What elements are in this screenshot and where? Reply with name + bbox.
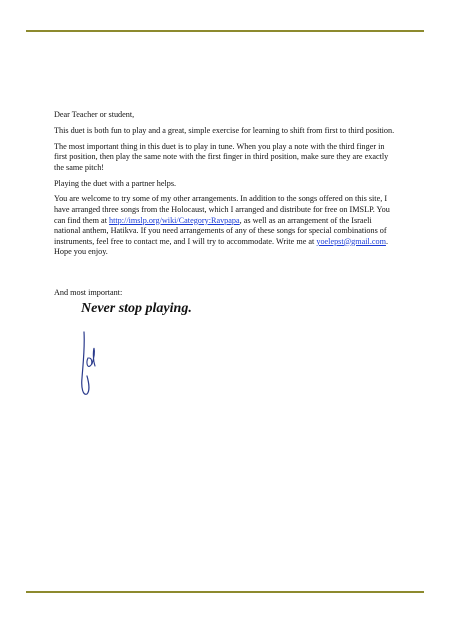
paragraph-arrangements xyxy=(54,194,399,258)
email-link[interactable]: yoelepst@gmail.com xyxy=(316,236,386,246)
paragraph-partner: Playing the duet with a partner helps. xyxy=(54,178,177,188)
header-rule xyxy=(26,30,424,32)
salutation: Dear Teacher or student, xyxy=(54,110,135,119)
footer-rule xyxy=(26,591,424,593)
arrangements-text-1: You are welcome to try some of my other arrangements. In addition to the songs offered on this site, I have arranged three songs from the Holocaust, which I arranged and distribute for free on IMSLP. You can find them at xyxy=(54,194,390,225)
arrangements-text-2: , as well as an arrangement of the Israeli national anthem, Hatikva. If you need arrangements of any of these songs for special combinations of instruments, feel free to contact me, and I will try to accommodate. Write me at xyxy=(54,215,387,246)
closing-line: And most important: xyxy=(54,288,123,297)
letter-body xyxy=(54,110,399,263)
arrangements-text-3: . Hope you enjoy. xyxy=(54,236,389,257)
motto: Never stop playing. xyxy=(81,301,192,316)
paragraph-intonation: The most important thing in this duet is to play in tune. When you play a note with the third finger in first position, then play the same note with the first finger in third position, make sure they are exactly the same pitch! xyxy=(54,141,389,172)
signature-image xyxy=(70,328,110,400)
paragraph-shifting: This duet is both fun to play and a great, simple exercise for learning to shift from first to third position. xyxy=(54,125,395,135)
imslp-link[interactable]: http://imslp.org/wiki/Category:Ravpapa xyxy=(109,215,240,225)
